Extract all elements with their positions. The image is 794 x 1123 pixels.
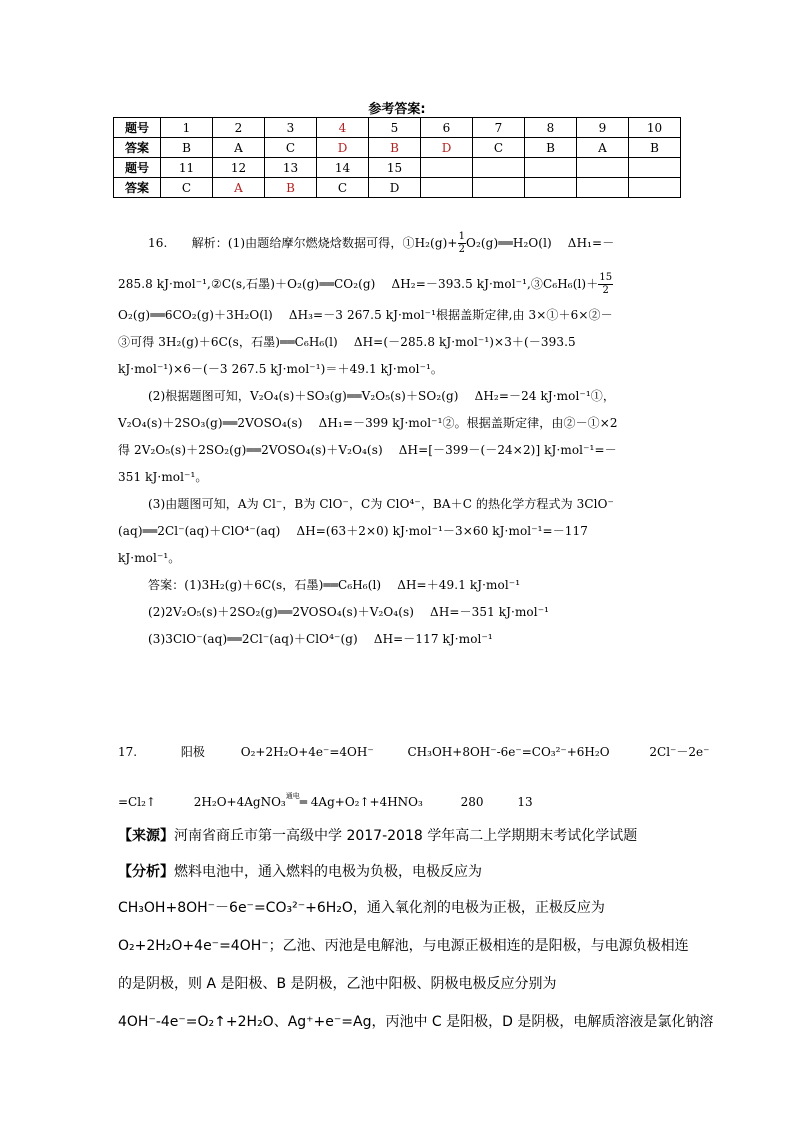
table-row xyxy=(114,118,681,138)
table-row xyxy=(114,158,681,178)
question-number: 12 xyxy=(213,158,265,178)
solution-line: V₂O₄(s)＋2SO₃(g)══2VOSO₄(s) ΔH₁=－399 kJ·mol⁻¹②。根据盖斯定律，由②－①×2 xyxy=(118,416,618,430)
solution-line: kJ·mol⁻¹)×6－(－3 267.5 kJ·mol⁻¹)＝＋49.1 kJ·mol⁻¹。 xyxy=(118,362,444,376)
answer-cell: B xyxy=(161,138,213,158)
question-number: 6 xyxy=(421,118,473,138)
question-16-solution xyxy=(118,230,678,653)
solution-line: kJ·mol⁻¹。 xyxy=(118,551,181,565)
answer-cell: B xyxy=(369,138,421,158)
question-number: 11 xyxy=(161,158,213,178)
answer-cell xyxy=(525,178,577,198)
fraction-numerator: 1 xyxy=(458,231,466,242)
analysis-text: 燃料电池中，通入燃料的电极为负极，电极反应为 xyxy=(174,864,482,880)
solution-line xyxy=(118,271,678,298)
answer-part: =Cl₂↑ xyxy=(118,795,156,809)
answer-cell: C xyxy=(473,138,525,158)
answer-cell: B xyxy=(265,178,317,198)
solution-line: 351 kJ·mol⁻¹。 xyxy=(118,470,208,484)
answer-cell: D xyxy=(421,138,473,158)
fraction-denominator: 2 xyxy=(458,244,466,255)
answer-label: 答案 xyxy=(114,138,161,158)
fraction xyxy=(458,231,466,256)
analysis-line: 的是阴极，则 A 是阳极、B 是阴极，乙池中阳极、阴极电极反应分别为 xyxy=(118,976,557,992)
answer-part: O₂+2H₂O+4e⁻=4OH⁻ xyxy=(240,745,374,759)
fraction xyxy=(598,272,613,297)
solution-line: 得 2V₂O₅(s)＋2SO₂(g)══2VOSO₄(s)＋V₂O₄(s) ΔH=[－399－(－24×2)] kJ·mol⁻¹=－ xyxy=(118,443,617,457)
answer-part: 2H₂O+4AgNO₃ xyxy=(193,795,286,809)
answer-cell: A xyxy=(577,138,629,158)
table-row xyxy=(114,178,681,198)
analysis-label: 【分析】 xyxy=(118,864,174,880)
analysis-line: 4OH⁻-4e⁻=O₂↑+2H₂O、Ag⁺+e⁻=Ag，丙池中 C 是阳极，D 是阴极，电解质溶液是氯化钠溶 xyxy=(118,1014,714,1030)
solution-line: (2)根据题图可知，V₂O₄(s)＋SO₃(g)══V₂O₅(s)＋SO₂(g) ΔH₂=－24 kJ·mol⁻¹①， xyxy=(148,389,615,403)
question-number: 4 xyxy=(317,118,369,138)
fraction-numerator: 15 xyxy=(599,272,613,283)
question-number xyxy=(473,158,525,178)
source-text: 河南省商丘市第一高级中学 2017-2018 学年高二上学期期末考试化学试题 xyxy=(174,828,638,844)
question-number: 7 xyxy=(473,118,525,138)
question-number: 3 xyxy=(265,118,317,138)
question-number: 8 xyxy=(525,118,577,138)
answer-cell xyxy=(473,178,525,198)
answers-title: 参考答案: xyxy=(368,102,426,117)
question-number: 10 xyxy=(629,118,681,138)
question-number: 17. xyxy=(118,745,138,759)
solution-text: 16. 解析：(1)由题给摩尔燃烧焓数据可得，①H₂(g)+ xyxy=(148,236,458,250)
answer-cell: C xyxy=(317,178,369,198)
question-number: 1 xyxy=(161,118,213,138)
source-line xyxy=(118,818,688,854)
solution-text: O₂(g)══H₂O(l) ΔH₁=－ xyxy=(466,236,615,250)
solution-line: (aq)══2Cl⁻(aq)＋ClO⁴⁻(aq) ΔH=(63＋2×0) kJ·mol⁻¹－3×60 kJ·mol⁻¹=－117 xyxy=(118,524,589,538)
answer-part: 13 xyxy=(517,795,533,809)
answer-line: (2)2V₂O₅(s)＋2SO₂(g)══2VOSO₄(s)＋V₂O₄(s) ΔH=－351 kJ·mol⁻¹ xyxy=(148,605,550,619)
answer-line: (3)3ClO⁻(aq)══2Cl⁻(aq)＋ClO⁴⁻(g) ΔH=－117 kJ·mol⁻¹ xyxy=(148,632,493,646)
question-number: 5 xyxy=(369,118,421,138)
answer-cell: A xyxy=(213,178,265,198)
answer-table xyxy=(113,117,681,198)
question-number: 14 xyxy=(317,158,369,178)
source-analysis xyxy=(118,818,714,1042)
answer-part: 4Ag+O₂↑+4HNO₃ xyxy=(310,795,423,809)
analysis-line xyxy=(118,854,688,890)
solution-line: ③可得 3H₂(g)＋6C(s，石墨)══C₆H₆(l) ΔH=(－285.8 kJ·mol⁻¹)×3＋(－393.5 xyxy=(118,335,576,349)
fraction-denominator: 2 xyxy=(602,285,610,296)
answer-label: 答案 xyxy=(114,178,161,198)
answer-part: 280 xyxy=(460,795,484,809)
header-label: 题号 xyxy=(114,118,161,138)
question-number xyxy=(525,158,577,178)
answer-part: 2Cl⁻－2e⁻ xyxy=(649,745,710,759)
solution-line xyxy=(118,230,678,257)
question-17-answer xyxy=(118,740,710,828)
solution-line: O₂(g)══6CO₂(g)＋3H₂O(l) ΔH₃=－3 267.5 kJ·mol⁻¹根据盖斯定律,由 3×①＋6×②－ xyxy=(118,308,613,322)
answer-cell: D xyxy=(317,138,369,158)
answer-cell: D xyxy=(369,178,421,198)
answer-cell: B xyxy=(525,138,577,158)
answer-cell: A xyxy=(213,138,265,158)
answer-cell xyxy=(629,178,681,198)
question-number xyxy=(629,158,681,178)
answer-cell: B xyxy=(629,138,681,158)
question-number: 15 xyxy=(369,158,421,178)
solution-line: (3)由题图可知，A为 Cl⁻，B为 ClO⁻，C为 ClO⁴⁻，BA＋C 的热化学方程式为 3ClO⁻ xyxy=(148,497,614,511)
question-number xyxy=(421,158,473,178)
answer-cell: C xyxy=(265,138,317,158)
analysis-line: O₂+2H₂O+4e⁻=4OH⁻；乙池、丙池是电解池，与电源正极相连的是阳极，与电源负极相连 xyxy=(118,938,689,954)
answer-part: 阳极 xyxy=(180,745,205,759)
answer-part: CH₃OH+8OH⁻-6e⁻=CO₃²⁻+6H₂O xyxy=(407,745,610,759)
reaction-condition: 通电 xyxy=(285,792,300,800)
question-number: 2 xyxy=(213,118,265,138)
answer-cell xyxy=(421,178,473,198)
question-number xyxy=(577,158,629,178)
answer-line: =Cl₂↑ 2H₂O+4AgNO₃$^{通电}$═ 4Ag+O₂↑+4HNO₃ 280 13 xyxy=(118,792,533,809)
table-row xyxy=(114,138,681,158)
answer-line: 答案：(1)3H₂(g)＋6C(s，石墨)══C₆H₆(l) ΔH=＋49.1 kJ·mol⁻¹ xyxy=(148,578,521,592)
solution-text: 285.8 kJ·mol⁻¹,②C(s,石墨)＋O₂(g)══CO₂(g) ΔH₂=－393.5 kJ·mol⁻¹,③C₆H₆(l)＋ xyxy=(118,277,599,291)
analysis-line: CH₃OH+8OH⁻－6e⁻=CO₃²⁻+6H₂O，通入氧化剂的电极为正极，正极反应为 xyxy=(118,900,605,916)
question-number: 13 xyxy=(265,158,317,178)
source-label: 【来源】 xyxy=(118,828,174,844)
answer-line xyxy=(118,740,710,784)
header-label: 题号 xyxy=(114,158,161,178)
answer-cell: C xyxy=(161,178,213,198)
answer-cell xyxy=(577,178,629,198)
question-number: 9 xyxy=(577,118,629,138)
